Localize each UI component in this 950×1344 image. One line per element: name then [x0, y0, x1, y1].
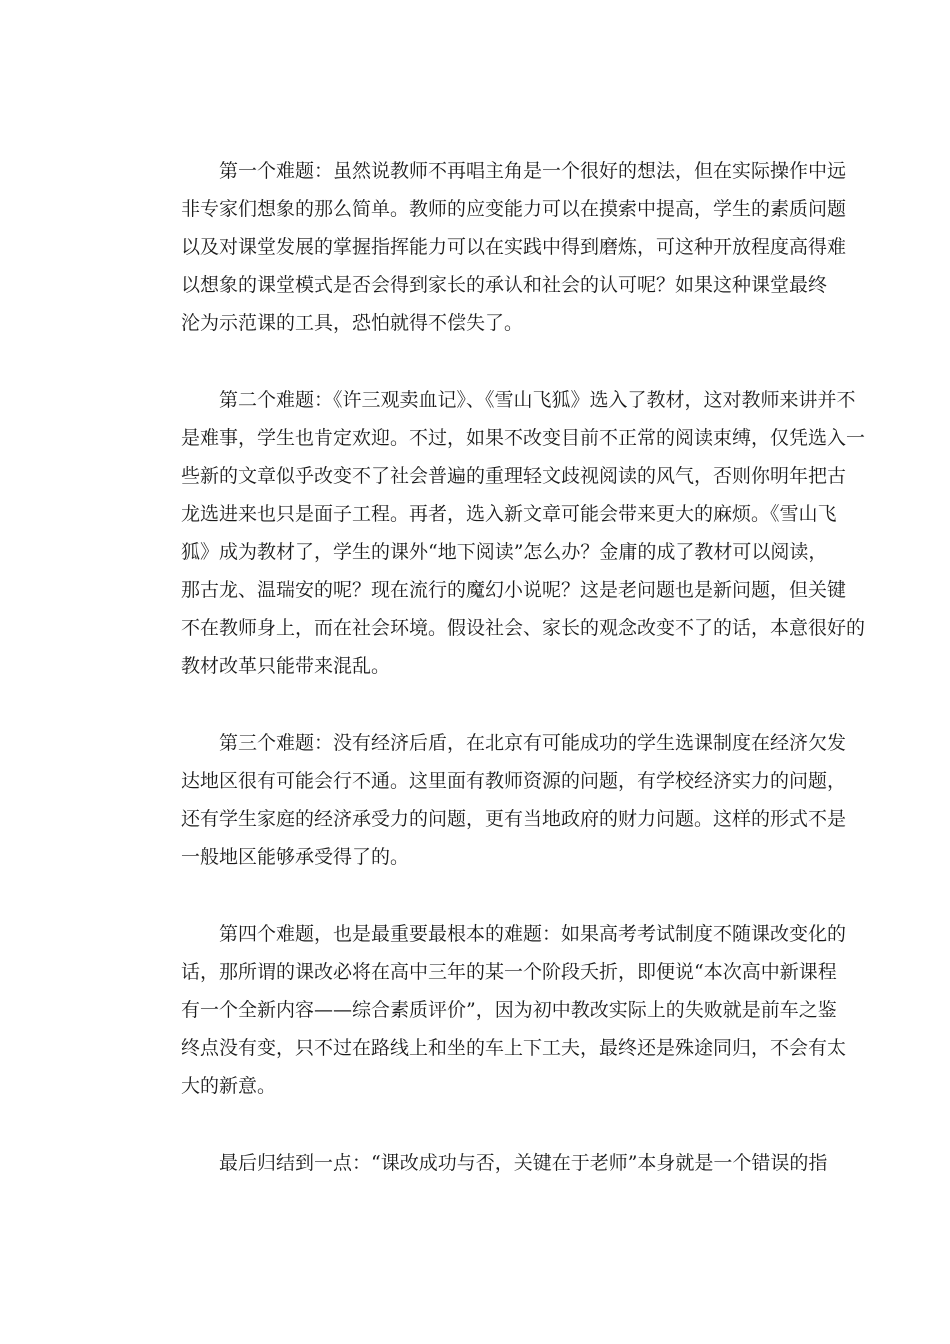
text-line: 一般地区能够承受得了的。 [181, 846, 410, 868]
text-line: 些新的文章似乎改变不了社会普遍的重理轻文歧视阅读的风气，否则你明年把古 [181, 465, 847, 487]
text-line: 话，那所谓的课改必将在高中三年的某一个阶段夭折，即便说“本次高中新课程 [181, 961, 837, 983]
paragraph-gap [143, 876, 807, 915]
text-line: 第二个难题：《许三观卖血记》、《雪山飞狐》选入了教材，这对教师来讲并不 [219, 389, 856, 411]
text-line: 龙选进来也只是面子工程。再者，选入新文章可能会带来更大的麻烦。《雪山飞 [181, 503, 837, 525]
paragraph-difficulty-3 [143, 724, 847, 876]
text-line: 狐》成为教材了，学生的课外“地下阅读”怎么办？金庸的成了教材可以阅读， [181, 541, 828, 563]
text-line: 非专家们想象的那么简单。教师的应变能力可以在摸索中提高，学生的素质问题 [181, 198, 847, 220]
text-line: 以想象的课堂模式是否会得到家长的承认和社会的认可呢？如果这种课堂最终 [181, 274, 828, 296]
text-line: 第三个难题：没有经济后盾，在北京有可能成功的学生选课制度在经济欠发 [219, 732, 847, 754]
paragraph-difficulty-4 [143, 915, 847, 1105]
text-line: 教材改革只能带来混乱。 [181, 655, 391, 677]
paragraph-conclusion [143, 1144, 828, 1182]
paragraph-difficulty-2 [143, 381, 866, 685]
text-line: 第四个难题，也是最重要最根本的难题：如果高考考试制度不随课改变化的 [219, 923, 847, 945]
paragraph-gap [143, 1105, 807, 1144]
text-line: 不在教师身上，而在社会环境。假设社会、家长的观念改变不了的话，本意很好的 [181, 617, 866, 639]
text-line: 还有学生家庭的经济承受力的问题，更有当地政府的财力问题。这样的形式不是 [181, 808, 847, 830]
paragraph-gap [143, 685, 807, 724]
text-line: 最后归结到一点：“课改成功与否，关键在于老师”本身就是一个错误的指 [219, 1152, 828, 1174]
text-line: 沦为示范课的工具，恐怕就得不偿失了。 [181, 312, 524, 334]
text-line: 以及对课堂发展的掌握指挥能力可以在实践中得到磨炼，可这种开放程度高得难 [181, 236, 847, 258]
paragraph-gap [143, 342, 807, 381]
text-line: 第一个难题：虽然说教师不再唱主角是一个很好的想法，但在实际操作中远 [219, 160, 847, 182]
text-line: 那古龙、温瑞安的呢？现在流行的魔幻小说呢？这是老问题也是新问题，但关键 [181, 579, 847, 601]
paragraph-difficulty-1 [143, 152, 847, 342]
text-line: 是难事，学生也肯定欢迎。不过，如果不改变目前不正常的阅读束缚，仅凭选入一 [181, 427, 866, 449]
text-line: 达地区很有可能会行不通。这里面有教师资源的问题，有学校经济实力的问题， [181, 770, 847, 792]
text-line: 有一个全新内容——综合素质评价”，因为初中教改实际上的失败就是前车之鉴 [181, 999, 837, 1021]
text-line: 终点没有变，只不过在路线上和坐的车上下工夫，最终还是殊途同归，不会有太 [181, 1037, 847, 1059]
document-body [143, 152, 866, 1182]
text-line: 大的新意。 [181, 1075, 277, 1097]
